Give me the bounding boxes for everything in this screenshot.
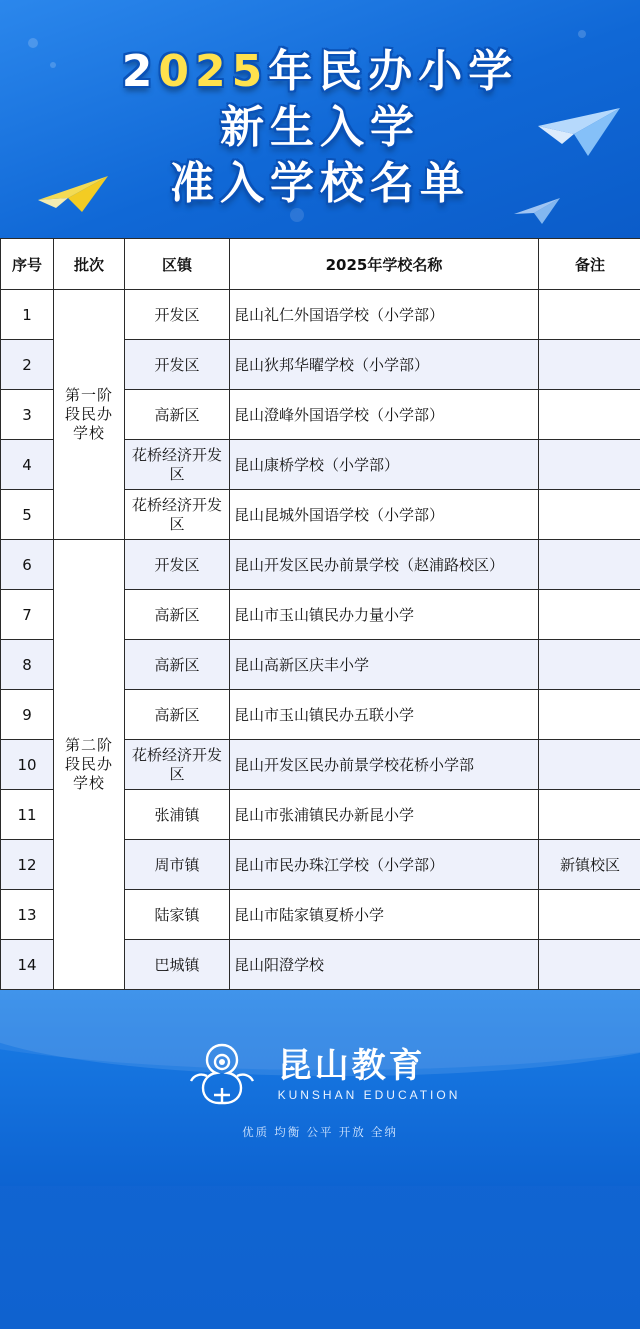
cell-note: [539, 290, 640, 340]
column-header-no: 序号: [1, 239, 54, 290]
cell-town: 高新区: [125, 590, 230, 640]
cell-school-name: 昆山狄邦华曜学校（小学部）: [230, 340, 539, 390]
poster-title: [0, 0, 640, 212]
cell-town: 高新区: [125, 690, 230, 740]
school-list-table: [0, 238, 640, 990]
cell-school-name: 昆山礼仁外国语学校（小学部）: [230, 290, 539, 340]
cell-note: 新镇校区: [539, 840, 640, 890]
cell-no: 11: [1, 790, 54, 840]
cell-no: 14: [1, 940, 54, 990]
cell-school-name: 昆山市玉山镇民办五联小学: [230, 690, 539, 740]
cell-school-name: 昆山开发区民办前景学校花桥小学部: [230, 740, 539, 790]
cell-town: 花桥经济开发区: [125, 740, 230, 790]
cell-note: [539, 890, 640, 940]
title-digits-highlight: 025: [158, 46, 269, 97]
cell-school-name: 昆山开发区民办前景学校（赵浦路校区）: [230, 540, 539, 590]
cell-town: 周市镇: [125, 840, 230, 890]
cell-town: 高新区: [125, 390, 230, 440]
column-header-town: 区镇: [125, 239, 230, 290]
table-body: [1, 290, 640, 990]
cell-no: 6: [1, 540, 54, 590]
cell-no: 3: [1, 390, 54, 440]
cell-note: [539, 540, 640, 590]
cell-school-name: 昆山市陆家镇夏桥小学: [230, 890, 539, 940]
cell-school-name: 昆山阳澄学校: [230, 940, 539, 990]
cell-no: 1: [1, 290, 54, 340]
poster-header: [0, 0, 640, 238]
table-row: [1, 290, 640, 340]
cell-no: 5: [1, 490, 54, 540]
cell-note: [539, 940, 640, 990]
cell-town: 开发区: [125, 340, 230, 390]
cell-note: [539, 690, 640, 740]
cell-batch-1: 第一阶段民办学校: [54, 290, 125, 540]
title-line-2: 新生入学: [220, 102, 420, 153]
column-header-batch: 批次: [54, 239, 125, 290]
poster-footer: [0, 990, 640, 1186]
cell-town: 花桥经济开发区: [125, 490, 230, 540]
cell-town: 开发区: [125, 540, 230, 590]
cell-school-name: 昆山市玉山镇民办力量小学: [230, 590, 539, 640]
table-head: [1, 239, 640, 290]
cell-school-name: 昆山澄峰外国语学校（小学部）: [230, 390, 539, 440]
cell-no: 2: [1, 340, 54, 390]
title-char-2: 2: [121, 46, 159, 97]
cell-note: [539, 440, 640, 490]
cell-school-name: 昆山市民办珠江学校（小学部）: [230, 840, 539, 890]
cell-no: 7: [1, 590, 54, 640]
cell-batch-2: 第二阶段民办学校: [54, 540, 125, 990]
cell-note: [539, 790, 640, 840]
cell-school-name: 昆山市张浦镇民办新昆小学: [230, 790, 539, 840]
cell-note: [539, 340, 640, 390]
title-rest-1: 年民办小学: [268, 46, 519, 97]
cell-town: 巴城镇: [125, 940, 230, 990]
cell-town: 陆家镇: [125, 890, 230, 940]
school-list-section: [0, 238, 640, 990]
column-header-note: 备注: [539, 239, 640, 290]
table-header-row: [1, 239, 640, 290]
cell-no: 4: [1, 440, 54, 490]
footer-logo-en: KUNSHAN EDUCATION: [277, 1087, 461, 1102]
title-line-3: 准入学校名单: [170, 158, 470, 209]
cell-no: 8: [1, 640, 54, 690]
cell-no: 10: [1, 740, 54, 790]
cell-school-name: 昆山昆城外国语学校（小学部）: [230, 490, 539, 540]
cell-note: [539, 590, 640, 640]
footer-slogan: 优质 均衡 公平 开放 全纳: [242, 1127, 398, 1139]
cell-school-name: 昆山康桥学校（小学部）: [230, 440, 539, 490]
cell-note: [539, 740, 640, 790]
cell-no: 13: [1, 890, 54, 940]
cell-town: 花桥经济开发区: [125, 440, 230, 490]
cell-school-name: 昆山高新区庆丰小学: [230, 640, 539, 690]
footer-logo: [0, 990, 640, 1116]
column-header-name: 2025年学校名称: [230, 239, 539, 290]
cell-town: 高新区: [125, 640, 230, 690]
table-row: [1, 540, 640, 590]
cell-town: 张浦镇: [125, 790, 230, 840]
cell-note: [539, 490, 640, 540]
cell-town: 开发区: [125, 290, 230, 340]
footer-logo-cn: 昆山教育: [277, 1045, 426, 1086]
cell-note: [539, 390, 640, 440]
title-line-1: [0, 44, 640, 100]
kunshan-education-flower-icon: [180, 1032, 264, 1116]
cell-note: [539, 640, 640, 690]
footer-logo-text: [278, 1047, 461, 1102]
cell-no: 12: [1, 840, 54, 890]
cell-no: 9: [1, 690, 54, 740]
